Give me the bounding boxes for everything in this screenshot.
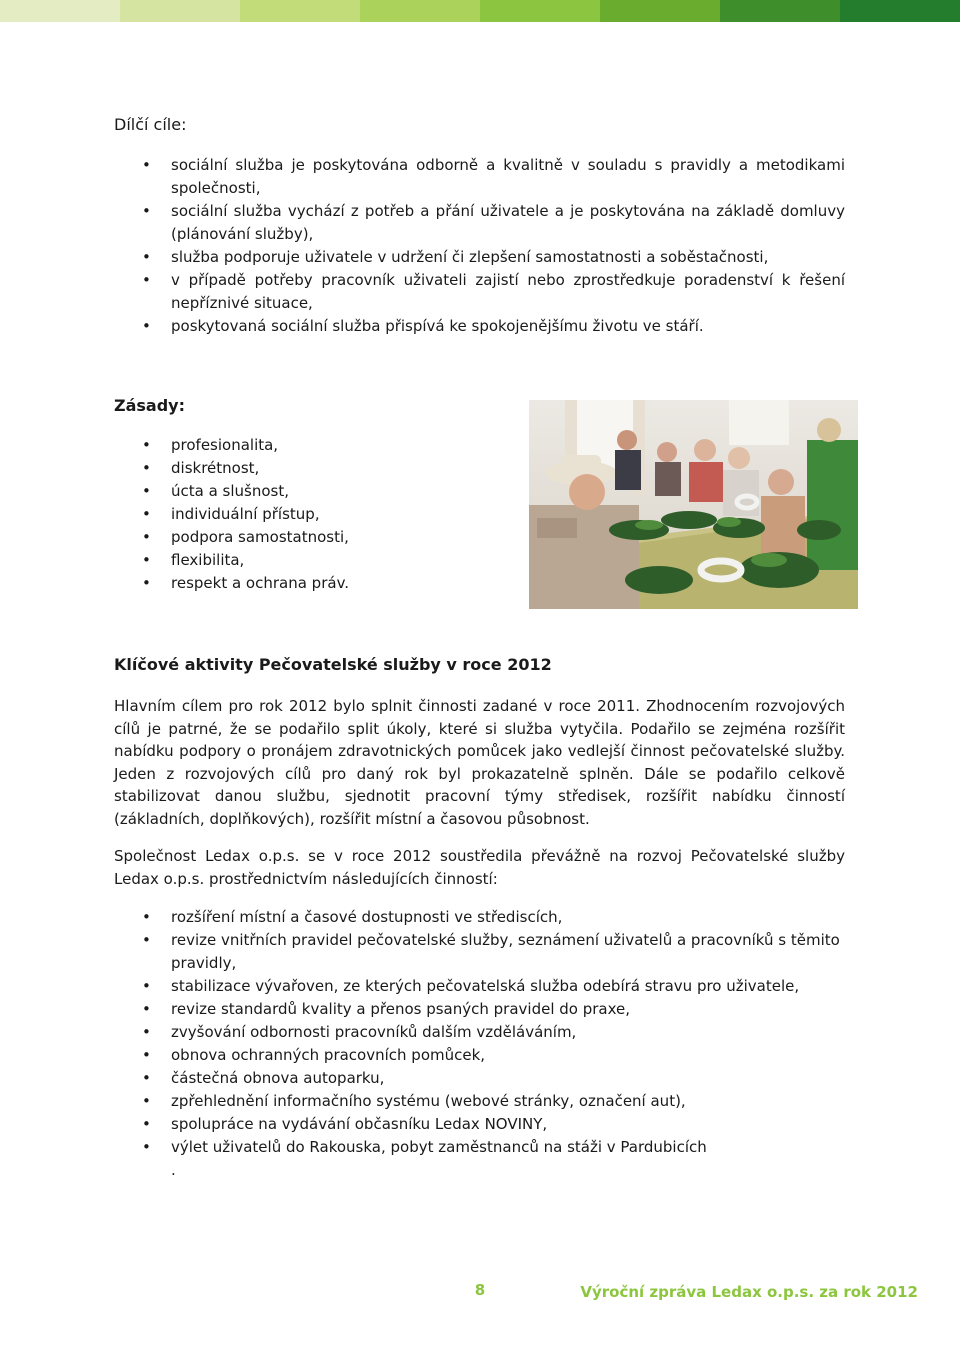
list-item: • respekt a ochrana práv.	[114, 572, 514, 595]
dilci-cile-list	[114, 154, 845, 338]
klicove-aktivity-paragraph-2: Společnost Ledax o.p.s. se v roce 2012 soustředila převážně na rozvoj Pečovatelské služby Ledax o.p.s. prostřednictvím následujících činností:	[114, 847, 845, 888]
stripe-segment	[0, 0, 120, 22]
list-item: • v případě potřeby pracovník uživateli zajistí nebo zprostředkuje poradenství k řešení nepříznivé situace,	[114, 269, 845, 315]
list-item: • poskytovaná sociální služba přispívá ke spokojenějšímu životu ve stáří.	[114, 315, 845, 338]
activity-photo-illustration	[529, 400, 858, 609]
header-color-stripe	[0, 0, 960, 22]
klicove-aktivity-paragraph-1: Hlavním cílem pro rok 2012 bylo splnit činnosti zadané v roce 2011. Zhodnocením rozvojových cílů je patrné, že se podařilo split úkoly, které si služba vytyčila. Podařilo se zejména rozšířit nabídku podpory o pronájem zdravotnických pomůcek jako vedlejší činnost pečovatelské služby. Jeden z rozvojových cílů pro daný rok byl prokazatelně splněn. Dále se podařilo celkově stabilizovat danou službu, sjednotit pracovní týmy středisek, rozšířit nabídku činností (základních, doplňkových), rozšířit místní a časovou působnost.	[114, 697, 845, 828]
zasady-list	[114, 434, 514, 595]
stripe-segment	[720, 0, 840, 22]
klicove-aktivity-list	[114, 906, 845, 1159]
stripe-segment	[360, 0, 480, 22]
section-heading-klicove-aktivity: Klíčové aktivity Pečovatelské služby v roce 2012	[114, 655, 552, 674]
list-item: • zpřehlednění informačního systému (webové stránky, označení aut),	[114, 1090, 845, 1113]
stripe-segment	[480, 0, 600, 22]
section-heading-dilci-cile: Dílčí cíle:	[114, 115, 187, 134]
list-item: • individuální přístup,	[114, 503, 514, 526]
footer-title: Výroční zpráva Ledax o.p.s. za rok 2012	[580, 1283, 918, 1301]
trailing-dot: .	[171, 1161, 176, 1179]
stripe-segment	[240, 0, 360, 22]
stripe-segment	[840, 0, 960, 22]
list-item: • stabilizace vývařoven, ze kterých pečovatelská služba odebírá stravu pro uživatele,	[114, 975, 845, 998]
list-item: • sociální služba vychází z potřeb a přání uživatele a je poskytována na základě domluvy (plánování služby),	[114, 200, 845, 246]
list-item: • služba podporuje uživatele v udržení či zlepšení samostatnosti a soběstačnosti,	[114, 246, 845, 269]
list-item: • částečná obnova autoparku,	[114, 1067, 845, 1090]
activity-photo	[529, 400, 858, 609]
list-item: • flexibilita,	[114, 549, 514, 572]
list-item: • výlet uživatelů do Rakouska, pobyt zaměstnanců na stáži v Pardubicích	[114, 1136, 845, 1159]
page-number: 8	[474, 1281, 486, 1299]
list-item: • zvyšování odbornosti pracovníků dalším vzděláváním,	[114, 1021, 845, 1044]
list-item: • rozšíření místní a časové dostupnosti ve střediscích,	[114, 906, 845, 929]
list-item: • diskrétnost,	[114, 457, 514, 480]
stripe-segment	[120, 0, 240, 22]
list-item: • sociální služba je poskytována odborně a kvalitně v souladu s pravidly a metodikami společnosti,	[114, 154, 845, 200]
list-item: • revize vnitřních pravidel pečovatelské služby, seznámení uživatelů a pracovníků s těmito pravidly,	[114, 929, 845, 975]
list-item: • podpora samostatnosti,	[114, 526, 514, 549]
stripe-segment	[600, 0, 720, 22]
list-item: • spolupráce na vydávání občasníku Ledax NOVINY,	[114, 1113, 845, 1136]
list-item: • revize standardů kvality a přenos psaných pravidel do praxe,	[114, 998, 845, 1021]
section-heading-zasady: Zásady:	[114, 396, 185, 415]
list-item: • profesionalita,	[114, 434, 514, 457]
list-item: • obnova ochranných pracovních pomůcek,	[114, 1044, 845, 1067]
list-item: • úcta a slušnost,	[114, 480, 514, 503]
